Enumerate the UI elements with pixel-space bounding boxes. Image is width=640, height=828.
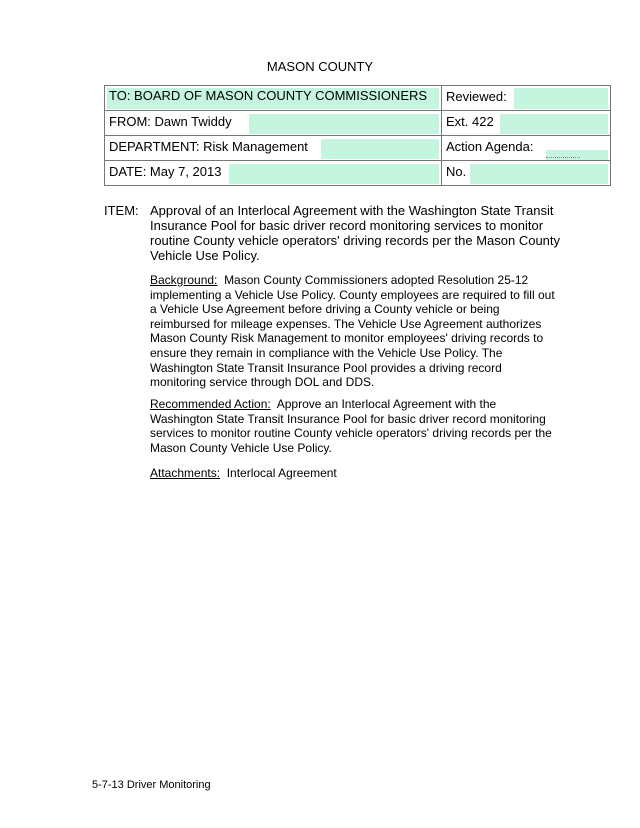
action-agenda-cell — [442, 136, 611, 161]
footer-text: 5-7-13 Driver Monitoring — [92, 779, 211, 791]
department-field-highlight — [321, 139, 439, 159]
department-row — [105, 136, 611, 161]
from-row — [105, 111, 611, 136]
date-text: DATE: May 7, 2013 — [109, 164, 222, 179]
background-text: Mason County Commissioners adopted Resolution 25-12 implementing a Vehicle Use Policy. County employees are required to fill out a Vehicle Use Agreement before driving a County vehicle or being reimbursed for mileage expenses. The Vehicle Use Agreement authorizes Mason County Risk Management to monitor employees' driving records to ensure they remain in compliance with the Vehicle Use Policy. The Washington State Transit Insurance Pool provides a driving record monitoring service through DOL and DDS. — [150, 273, 555, 390]
date-cell — [105, 161, 442, 186]
reviewed-label: Reviewed: — [446, 89, 507, 104]
department-text: DEPARTMENT: Risk Management — [109, 139, 308, 154]
attachments-label: Attachments: — [150, 466, 221, 480]
background-section — [150, 273, 560, 390]
no-field-highlight — [470, 164, 608, 184]
from-text: FROM: Dawn Twiddy — [109, 114, 232, 129]
from-field-highlight — [249, 114, 439, 134]
to-text: TO: BOARD OF MASON COUNTY COMMISSIONERS — [109, 88, 428, 103]
attachments-text: Interlocal Agreement — [226, 466, 337, 480]
attachments-section — [150, 466, 560, 481]
ext-cell — [442, 111, 611, 136]
to-row — [105, 86, 611, 111]
from-cell — [105, 111, 442, 136]
item-label: ITEM: — [104, 203, 139, 218]
no-cell — [442, 161, 611, 186]
recommended-action-text: Approve an Interlocal Agreement with the Washington State Transit Insurance Pool for basic driver record monitoring services to monitor routine County vehicle operators' driving records per the Mason County Vehicle Use Policy. — [150, 397, 552, 455]
department-cell — [105, 136, 442, 161]
date-row — [105, 161, 611, 186]
no-label: No. — [446, 164, 467, 179]
reviewed-cell — [442, 86, 611, 111]
header-form-table — [104, 85, 611, 186]
recommended-action-section — [150, 397, 560, 455]
background-label: Background: — [150, 273, 218, 287]
ext-field-highlight — [500, 114, 608, 134]
action-agenda-dotted-line — [546, 157, 580, 158]
page-title: MASON COUNTY — [266, 59, 374, 74]
ext-text: Ext. 422 — [446, 114, 494, 129]
item-text: Approval of an Interlocal Agreement with the Washington State Transit Insurance Pool for basic driver record monitoring services to monitor routine County vehicle operators' driving records per the Mason County Vehicle Use Policy. — [150, 203, 561, 263]
action-agenda-field-highlight — [546, 150, 608, 160]
to-cell — [105, 86, 442, 111]
action-agenda-label: Action Agenda: — [446, 139, 534, 154]
date-field-highlight — [229, 164, 439, 184]
reviewed-field-highlight — [514, 88, 608, 109]
recommended-action-label: Recommended Action: — [150, 397, 271, 411]
